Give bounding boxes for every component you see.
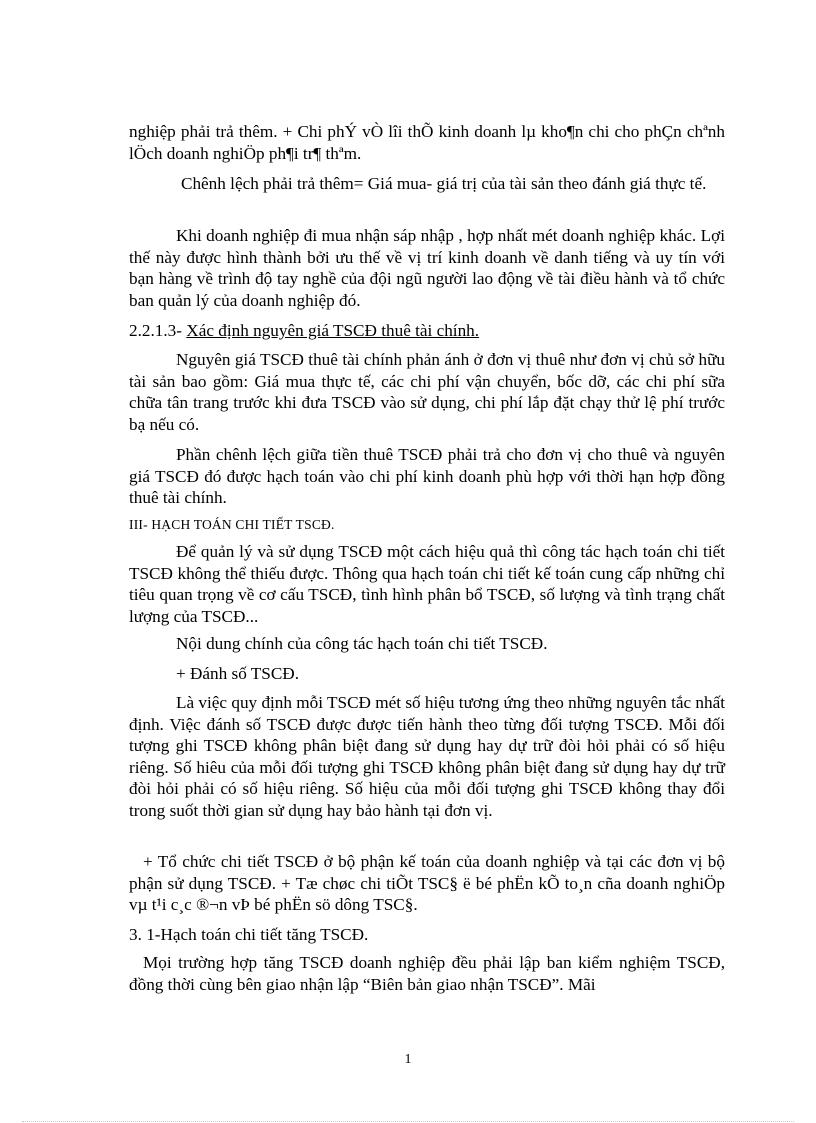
- paragraph: Nguyên giá TSCĐ thuê tài chính phản ánh ở đơn vị thuê như đơn vị chủ sở hữu tài sản bao gồm: Giá mua thực tế, các chi phí vận chuyển, bốc dỡ, các chi phí sữa chữa tân trang trước khi đưa TSCĐ vào sử dụng, chi phí lắp đặt chạy thử lệ phí trước bạ nếu có.: [129, 350, 725, 434]
- paragraph: Nội dung chính của công tác hạch toán chi tiết TSCĐ.: [176, 634, 548, 653]
- paragraph: nghiệp phải trả thêm. + Chi phÝ vÒ lîi thÕ kinh doanh lµ kho¶n chi cho phÇn chªnh lÖch doanh nghiÖp ph¶i tr¶ thªm.: [129, 122, 725, 163]
- bullet-heading: + Đánh số TSCĐ.: [176, 664, 300, 683]
- section-heading: 3. 1-Hạch toán chi tiết tăng TSCĐ.: [129, 925, 369, 944]
- paragraph: Chênh lệch phải trả thêm= Giá mua- giá trị của tài sản theo đánh giá thực tế.: [181, 174, 707, 193]
- paragraph: Khi doanh nghiệp đi mua nhận sáp nhập , hợp nhất mét doanh nghiệp khác. Lợi thế này được hình thành bởi ưu thế về vị trí kinh doanh về danh tiếng và uy tín với bạn hàng về trình độ tay nghề của đội ngũ người lao động về tài điều hành và tổ chức ban quản lý của doanh nghiệp đó.: [129, 226, 725, 310]
- page-number: 1: [404, 1052, 412, 1067]
- paragraph: + Tổ chức chi tiết TSCĐ ở bộ phận kế toán của doanh nghiệp và tại các đơn vị bộ phận sử dụng TSCĐ. + Tæ chøc chi tiÕt TSC§ ë bé phËn kÕ to¸n cña doanh nghiÖp vµ t¹i c¸c ®¬n vÞ bé phËn sö dông TSC§.: [129, 852, 725, 915]
- page-bottom-divider: [22, 1121, 794, 1122]
- chapter-heading: III- HẠCH TOÁN CHI TIẾT TSCĐ.: [129, 517, 335, 532]
- paragraph: Là việc quy định mỗi TSCĐ mét số hiệu tương ứng theo những nguyên tắc nhất định. Việc đánh số TSCĐ được được tiến hành theo từng đối tượng TSCĐ. Mỗi đối tượng ghi TSCĐ không phân biệt đang sử dụng hay dự trữ đòi hỏi phải có số hiệu riêng. Số hiêu của mỗi đối tượng ghi TSCĐ không phân biệt đang sử dụng hay dự trữ đòi hỏi phải có số hiệu riêng. Số hiệu của mỗi đối tượng ghi TSCĐ không thay đổi trong suốt thời gian sử dụng hay bảo hành tại đơn vị.: [129, 693, 725, 820]
- section-heading: [129, 320, 725, 342]
- paragraph: Mọi trường hợp tăng TSCĐ doanh nghiệp đều phải lập ban kiểm nghiệm TSCĐ, đồng thời cùng bên giao nhận lập “Biên bản giao nhận TSCĐ”. Mãi: [129, 953, 725, 994]
- paragraph: Phần chênh lệch giữa tiền thuê TSCĐ phải trả cho đơn vị cho thuê và nguyên giá TSCĐ đó được hạch toán vào chi phí kinh doanh phù hợp với thời hạn hợp đồng thuê tài chính.: [129, 445, 725, 508]
- section-number: 2.2.1.3-: [129, 321, 182, 340]
- section-title: Xác định nguyên giá TSCĐ thuê tài chính.: [186, 321, 480, 340]
- paragraph: Để quản lý và sử dụng TSCĐ một cách hiệu quả thì công tác hạch toán chi tiết TSCĐ không thể thiếu được. Thông qua hạch toán chi tiết kế toán cung cấp những chỉ tiêu quan trọng về cơ cấu TSCĐ, tình hình phân bổ TSCĐ, số lượng và tình trạng chất lượng của TSCĐ...: [129, 542, 725, 626]
